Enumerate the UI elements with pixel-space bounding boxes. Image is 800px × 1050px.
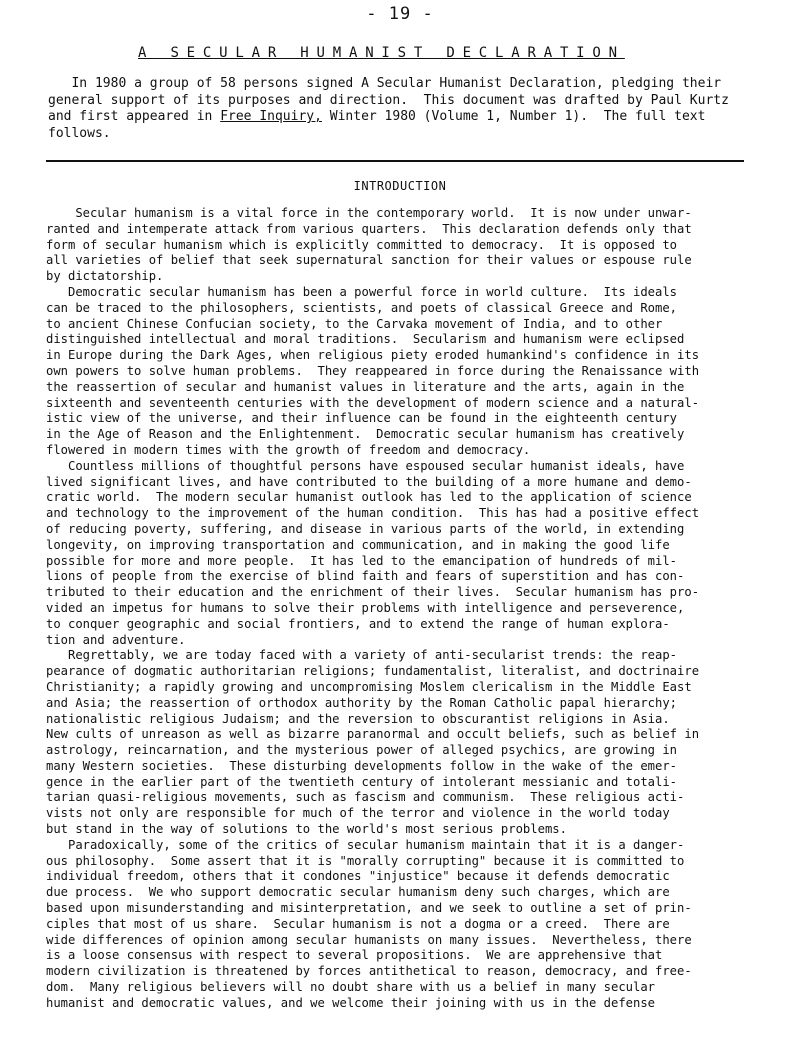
intro-line: follows. [48,125,111,141]
body-line: Countless millions of thoughtful persons have espoused secular humanist ideals, have [46,458,685,473]
intro-line: In 1980 a group of 58 persons signed A Secular Humanist Declaration, pledging their [48,76,722,91]
body-line: wide differences of opinion among secular humanists on many issues. Nevertheless, there [46,932,692,947]
body-line: and technology to the improvement of the human condition. This has had a positive effect [46,506,700,521]
body-line: of reducing poverty, suffering, and disease in various parts of the world, in extending [46,521,685,536]
body-line: ranted and intemperate attack from various quarters. This declaration defends only that [46,221,692,236]
body-line: Christianity; a rapidly growing and uncompromising Moslem clericalism in the Middle East [46,679,692,694]
body-line: ous philosophy. Some assert that it is "morally corrupting" because it is committed to [46,853,685,868]
body-line: Paradoxically, some of the critics of secular humanism maintain that it is a danger- [46,837,685,852]
publication-name: Free Inquiry, [220,109,322,124]
intro-line: general support of its purposes and direction. This document was drafted by Paul Kurtz [48,92,729,108]
body-line: modern civilization is threatened by forces antithetical to reason, democracy, and free- [46,964,692,979]
body-line: gence in the earlier part of the twentieth century of intolerant messianic and totali- [46,774,678,789]
body-line: longevity, on improving transportation and communication, and in making the good life [46,537,670,552]
body-line: lived significant lives, and have contributed to the building of a more humane and demo- [46,474,692,489]
body-line: to ancient Chinese Confucian society, to the Carvaka movement of India, and to other [46,316,663,331]
body-line: humanist and democratic values, and we welcome their joining with us in the defense [46,995,656,1010]
body-line: Democratic secular humanism has been a powerful force in world culture. Its ideals [46,284,678,299]
body-line: lions of people from the exercise of blind faith and fears of superstition and has con- [46,569,685,584]
body-line: the reassertion of secular and humanist values in literature and the arts, again in the [46,379,685,394]
body-line: astrology, reincarnation, and the mysterious power of alleged psychics, are growing in [46,743,678,758]
intro-line-tail: Winter 1980 (Volume 1, Number 1). The full text [321,109,706,124]
body-line: distinguished intellectual and moral traditions. Secularism and humanism were eclipsed [46,332,685,347]
body-line: Regrettably, we are today faced with a variety of anti-secularist trends: the reap- [46,648,678,663]
body-line: cratic world. The modern secular humanist outlook has led to the application of science [46,490,692,505]
body-line: dom. Many religious believers will no doubt share with us a belief in many secular [46,980,656,995]
body-line: in the Age of Reason and the Enlightenment. Democratic secular humanism has creatively [46,427,685,442]
body-line: sixteenth and seventeenth centuries with the development of modern science and a natural- [46,395,700,410]
body-line: but stand in the way of solutions to the world's most serious problems. [46,822,567,837]
body-line: own powers to solve human problems. They reappeared in force during the Renaissance with [46,363,700,378]
body-line: vided an impetus for humans to solve their problems with intelligence and perseverence, [46,600,685,615]
intro-line [48,109,758,126]
body-line: possible for more and more people. It has led to the emancipation of hundreds of mil- [46,553,678,568]
body-line: pearance of dogmatic authoritarian religions; fundamentalist, literalist, and doctrinaire [46,664,700,679]
body-text [46,206,751,1012]
body-line: nationalistic religious Judaism; and the reversion to obscurantist religions in Asia. [46,711,670,726]
body-line: Secular humanism is a vital force in the contemporary world. It is now under unwar- [46,206,692,220]
body-line: vists not only are responsible for much of the terror and violence in the world today [46,806,670,821]
body-line: many Western societies. These disturbing developments follow in the wake of the emer- [46,758,678,773]
horizontal-divider [46,160,744,162]
body-line: and Asia; the reassertion of orthodox authority by the Roman Catholic papal hierarchy; [46,695,678,710]
body-line: due process. We who support democratic secular humanism deny such charges, which are [46,885,670,900]
body-line: all varieties of belief that seek supernatural sanction for their values or espouse rule [46,253,692,268]
intro-line-text: and first appeared in [48,109,221,124]
body-line: flowered in modern times with the growth of freedom and democracy. [46,442,531,457]
body-line: in Europe during the Dark Ages, when religious piety eroded humankind's confidence in its [46,348,700,363]
body-line: tributed to their education and the enrichment of their lives. Secular humanism has pro- [46,585,700,600]
body-line: is a loose consensus with respect to several propositions. We are apprehensive that [46,948,663,963]
page-number: - 19 - [366,4,434,24]
body-line: New cults of unreason as well as bizarre paranormal and occult beliefs, such as belief in [46,727,700,742]
body-line: tarian quasi-religious movements, such as fascism and communism. These religious acti- [46,790,685,805]
section-heading: INTRODUCTION [353,179,447,193]
body-line: individual freedom, others that it condones "injustice" because it defends democratic [46,869,670,884]
intro-paragraph [48,76,758,142]
body-line: ciples that most of us share. Secular humanism is not a dogma or a creed. There are [46,916,670,931]
document-title: A SECULAR HUMANIST DECLARATION [138,45,625,61]
body-line: tion and adventure. [46,632,186,647]
body-line: based upon misunderstanding and misinterpretation, and we seek to outline a set of prin- [46,901,692,916]
body-line: form of secular humanism which is explicitly committed to democracy. It is opposed to [46,237,678,252]
body-line: can be traced to the philosophers, scientists, and poets of classical Greece and Rome, [46,300,678,315]
body-line: by dictatorship. [46,269,164,284]
body-line: istic view of the universe, and their influence can be found in the eighteenth century [46,411,678,426]
body-line: to conquer geographic and social frontiers, and to extend the range of human explora- [46,616,670,631]
